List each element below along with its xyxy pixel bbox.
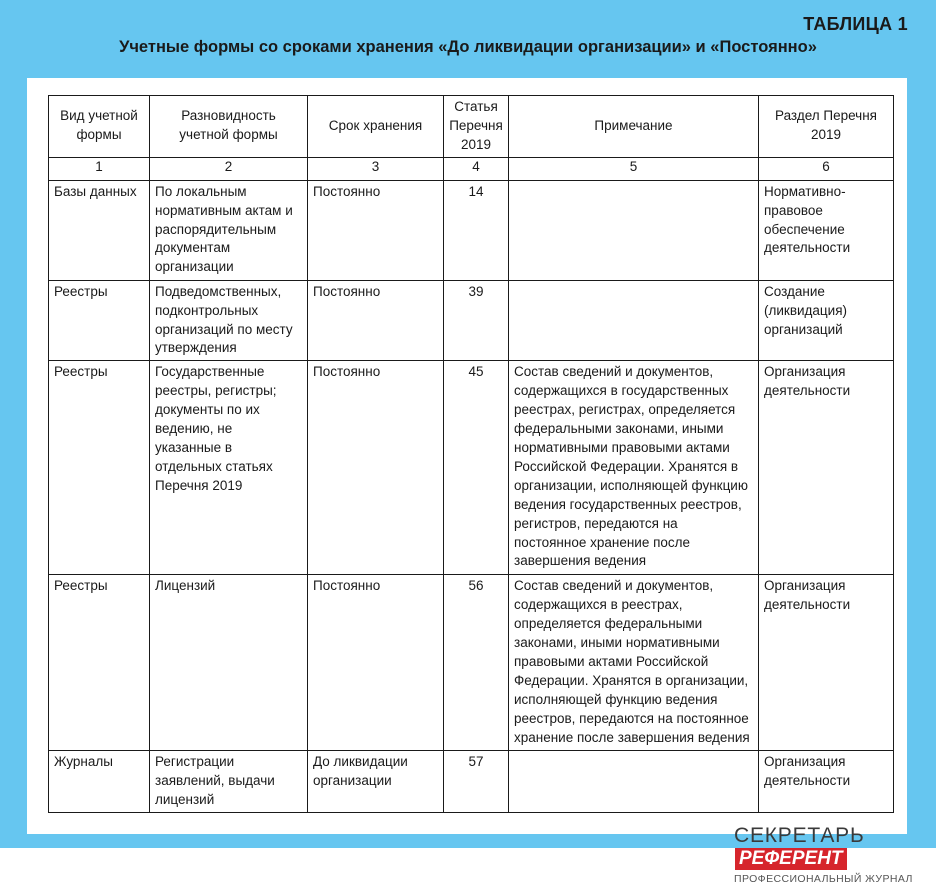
- cell-section: Организация деятельности: [759, 751, 894, 813]
- cell-article: 56: [444, 575, 509, 751]
- table-row: [49, 575, 894, 751]
- cell-section: Организация деятельности: [759, 361, 894, 575]
- table-row: [49, 180, 894, 280]
- cell-term: Постоянно: [308, 361, 444, 575]
- cell-kind: Реестры: [49, 361, 150, 575]
- cell-section: Создание (ликвидация) организаций: [759, 280, 894, 361]
- logo-tagline: ПРОФЕССИОНАЛЬНЫЙ ЖУРНАЛ: [734, 873, 913, 885]
- table-header-row: [49, 96, 894, 158]
- cell-term: Постоянно: [308, 280, 444, 361]
- cell-term: Постоянно: [308, 180, 444, 280]
- column-number: 6: [759, 157, 894, 180]
- cell-section: Организация деятельности: [759, 575, 894, 751]
- cell-article: 57: [444, 751, 509, 813]
- cell-kind: Журналы: [49, 751, 150, 813]
- cell-variety: Лицензий: [150, 575, 308, 751]
- cell-term: До ликвидации организации: [308, 751, 444, 813]
- cell-variety: Регистрации заявлений, выдачи лицензий: [150, 751, 308, 813]
- cell-variety: По локальным нормативным актам и распорядительным документам организации: [150, 180, 308, 280]
- logo-text-accent: РЕФЕРЕНТ: [735, 848, 847, 870]
- header-cell: Примечание: [509, 96, 759, 158]
- cell-article: 45: [444, 361, 509, 575]
- column-number: 3: [308, 157, 444, 180]
- cell-article: 14: [444, 180, 509, 280]
- retention-table: [48, 95, 894, 813]
- cell-note: Состав сведений и документов, содержащихся в реестрах, определяется федеральными законами, иными нормативными правовыми актами Российской Федерации. Хранятся в организации, исполняющей функцию ведения реестров, передаются на постоянное хранение после завершения ведения: [509, 575, 759, 751]
- column-number: 4: [444, 157, 509, 180]
- table-row: [49, 361, 894, 575]
- header-cell: Статья Перечня 2019: [444, 96, 509, 158]
- cell-note: [509, 180, 759, 280]
- table-row: [49, 280, 894, 361]
- column-number: 2: [150, 157, 308, 180]
- cell-kind: Базы данных: [49, 180, 150, 280]
- table-row: [49, 751, 894, 813]
- cell-kind: Реестры: [49, 280, 150, 361]
- column-number: 5: [509, 157, 759, 180]
- table-badge: ТАБЛИЦА 1: [803, 14, 908, 34]
- header-cell: Раздел Перечня 2019: [759, 96, 894, 158]
- table-title: Учетные формы со сроками хранения «До ликвидации организации» и «Постоянно»: [119, 38, 817, 56]
- logo-text-main: СЕКРЕТАРЬ: [734, 824, 865, 847]
- cell-note: [509, 751, 759, 813]
- cell-article: 39: [444, 280, 509, 361]
- cell-note: [509, 280, 759, 361]
- cell-variety: Подведомственных, подконтрольных организаций по месту утверждения: [150, 280, 308, 361]
- cell-section: Нормативно-правовое обеспечение деятельности: [759, 180, 894, 280]
- cell-note: Состав сведений и документов, содержащихся в государственных реестрах, регистрах, определяется федеральными законами, иными нормативными правовыми актами Российской Федерации. Хранятся в организации, исполняющей функцию ведения государственных реестров, регистров, передаются на постоянное хранение после завершения ведения: [509, 361, 759, 575]
- column-number-row: [49, 157, 894, 180]
- cell-variety: Государственные реестры, регистры; документы по их ведению, не указанные в отдельных статьях Перечня 2019: [150, 361, 308, 575]
- header-cell: Срок хранения: [308, 96, 444, 158]
- cell-kind: Реестры: [49, 575, 150, 751]
- header-cell: Разновидность учетной формы: [150, 96, 308, 158]
- table-panel: [27, 78, 907, 834]
- cell-term: Постоянно: [308, 575, 444, 751]
- header-cell: Вид учетной формы: [49, 96, 150, 158]
- column-number: 1: [49, 157, 150, 180]
